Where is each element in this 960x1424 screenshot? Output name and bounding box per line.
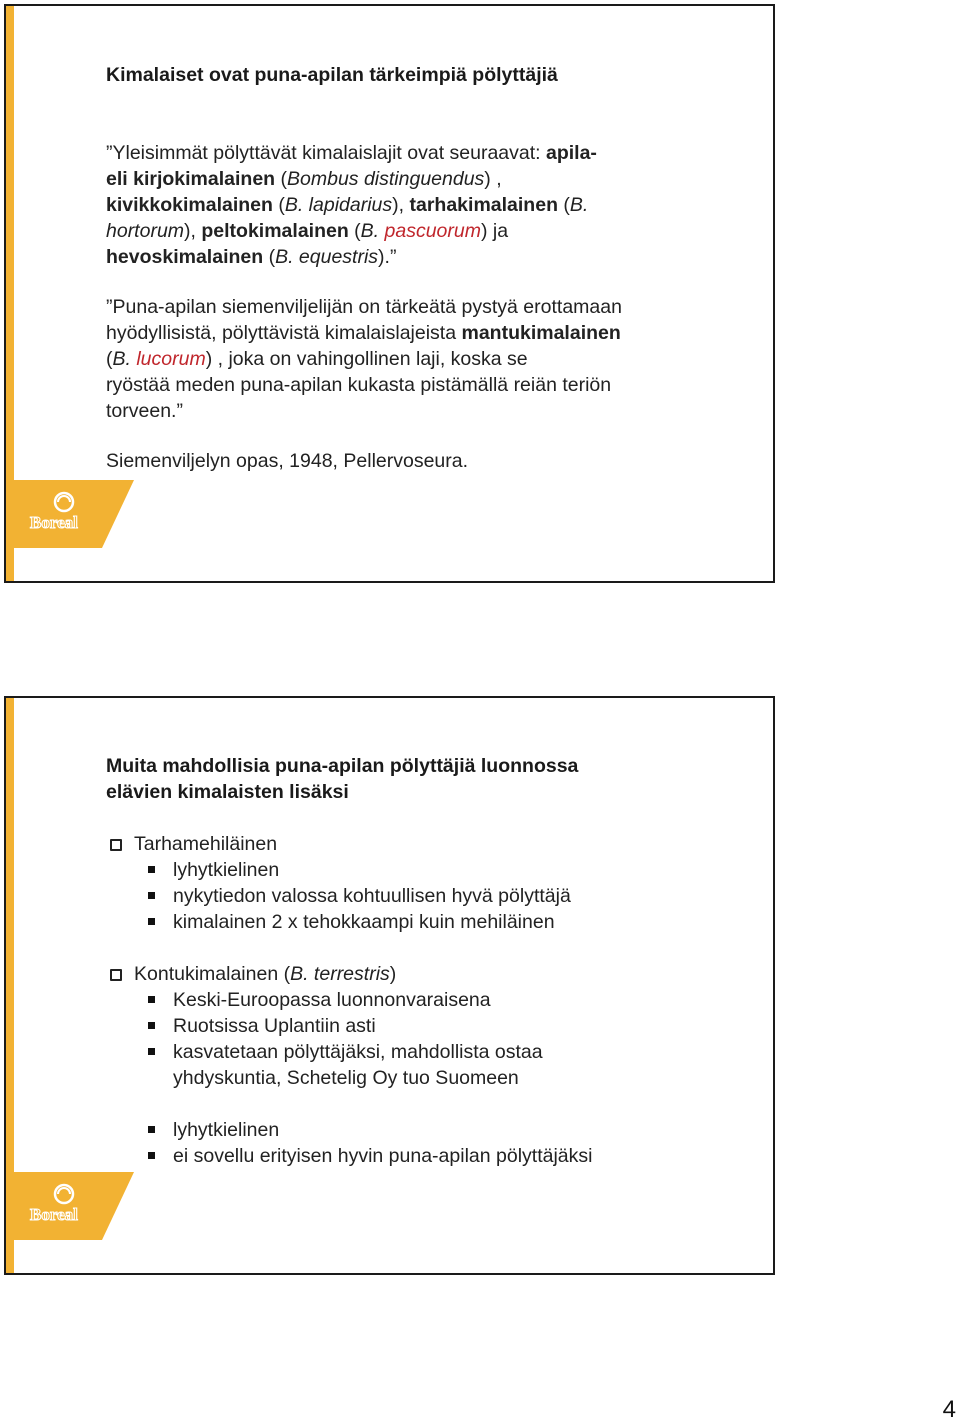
checkbox-bullet-icon bbox=[110, 969, 122, 981]
list-item: kasvatetaan pölyttäjäksi, mahdollista ostaa bbox=[106, 1039, 592, 1065]
svg-text:Boreal: Boreal bbox=[30, 513, 78, 532]
boreal-logo bbox=[6, 1172, 136, 1240]
list-item: nykytiedon valossa kohtuullisen hyvä pölyttäjä bbox=[106, 883, 592, 909]
square-bullet-icon bbox=[148, 1152, 155, 1159]
square-bullet-icon bbox=[148, 996, 155, 1003]
list-item: lyhytkielinen bbox=[106, 857, 592, 883]
boreal-logo bbox=[6, 480, 136, 548]
list-item: kimalainen 2 x tehokkaampi kuin mehiläinen bbox=[106, 909, 592, 935]
square-bullet-icon bbox=[148, 1022, 155, 1029]
list-item: lyhytkielinen bbox=[106, 1117, 592, 1143]
slide-title: Muita mahdollisia puna-apilan pölyttäjiä luonnossa elävien kimalaisten lisäksi bbox=[106, 755, 579, 803]
square-bullet-icon bbox=[148, 1126, 155, 1133]
square-bullet-icon bbox=[148, 866, 155, 873]
quote-pollinators: ”Yleisimmät pölyttävät kimalaislajit ovat seuraavat: apila- eli kirjokimalainen (Bombus distinguendus) , kivikkokimalainen (B. lapidarius), tarhakimalainen (B. hortorum), peltokimalainen (B. pascuorum) ja hevoskimalainen (B. equestris).” bbox=[106, 142, 597, 268]
slide-title: Kimalaiset ovat puna-apilan tärkeimpiä pölyttäjiä bbox=[106, 64, 558, 86]
square-bullet-icon bbox=[148, 1048, 155, 1055]
list-item: Tarhamehiläinen bbox=[106, 831, 592, 857]
quote-mantukimalainen: ”Puna-apilan siemenviljelijän on tärkeätä pystyä erottamaan hyödyllisistä, pölyttävistä kimalaislajeista mantukimalainen (B. lucorum) , joka on vahingollinen laji, koska se ryöstää meden puna-apilan kukasta pistämällä reiän teriön torveen.” bbox=[106, 296, 622, 422]
pollinator-list bbox=[106, 831, 592, 1169]
square-bullet-icon bbox=[148, 892, 155, 899]
square-bullet-icon bbox=[148, 918, 155, 925]
list-item: Keski-Euroopassa luonnonvaraisena bbox=[106, 987, 592, 1013]
slide-2 bbox=[4, 696, 775, 1275]
slide-1 bbox=[4, 4, 775, 583]
list-item: ei sovellu erityisen hyvin puna-apilan pölyttäjäksi bbox=[106, 1143, 592, 1169]
list-item: Ruotsissa Uplantiin asti bbox=[106, 1013, 592, 1039]
page-number: 4 bbox=[942, 1396, 956, 1423]
svg-text:Boreal: Boreal bbox=[30, 1205, 78, 1224]
checkbox-bullet-icon bbox=[110, 839, 122, 851]
list-item: Kontukimalainen (B. terrestris) bbox=[106, 961, 592, 987]
list-item-continuation: yhdyskuntia, Schetelig Oy tuo Suomeen bbox=[173, 1067, 519, 1089]
source-citation: Siemenviljelyn opas, 1948, Pellervoseura. bbox=[106, 450, 469, 472]
